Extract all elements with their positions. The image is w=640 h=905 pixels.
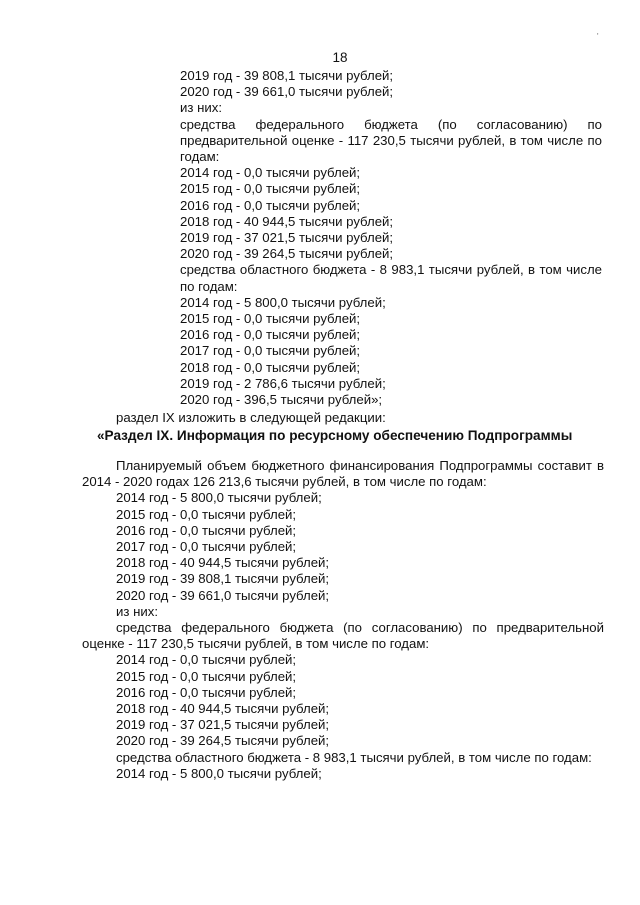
budget-line: из них: <box>180 100 222 116</box>
budget-line: 2016 год - 0,0 тысячи рублей; <box>180 197 361 213</box>
federal-budget-paragraph: средства федерального бюджета (по согласованию) по предварительной оценке - 117 230,5 тысячи рублей, в том числе по годам: <box>180 116 602 165</box>
budget-line: 2019 год - 39 808,1 тысячи рублей; <box>116 571 330 587</box>
year-lines-total-2 <box>82 490 604 620</box>
budget-line: 2014 год - 0,0 тысячи рублей; <box>180 165 361 181</box>
budget-line: 2018 год - 40 944,5 тысячи рублей; <box>180 213 394 229</box>
budget-line: 2017 год - 0,0 тысячи рублей; <box>180 343 361 359</box>
regional-budget-paragraph-2: средства областного бюджета - 8 983,1 тысячи рублей, в том числе по годам: <box>116 749 592 765</box>
budget-line: 2020 год - 396,5 тысячи рублей»; <box>180 392 383 408</box>
year-lines-regional-2 <box>82 766 604 782</box>
section-heading: «Раздел IX. Информация по ресурсному обеспечению Подпрограммы <box>97 428 573 443</box>
budget-line: 2016 год - 0,0 тысячи рублей; <box>116 522 297 538</box>
budget-line: 2017 год - 0,0 тысячи рублей; <box>116 539 297 555</box>
budget-line: 2016 год - 0,0 тысячи рублей; <box>116 684 297 700</box>
budget-line: 2014 год - 5 800,0 тысячи рублей; <box>116 765 322 781</box>
budget-line: 2014 год - 5 800,0 тысячи рублей; <box>180 294 386 310</box>
budget-line: 2015 год - 0,0 тысячи рублей; <box>180 311 361 327</box>
budget-line: 2020 год - 39 661,0 тысячи рублей; <box>116 587 330 603</box>
federal-budget-paragraph-2: средства федерального бюджета (по согласованию) по предварительной оценке - 117 230,5 тысячи рублей, в том числе по годам: <box>82 620 604 652</box>
budget-line: 2015 год - 0,0 тысячи рублей; <box>116 506 297 522</box>
budget-line: 2018 год - 40 944,5 тысячи рублей; <box>116 701 330 717</box>
budget-line: 2020 год - 39 661,0 тысячи рублей; <box>180 84 394 100</box>
year-lines-regional <box>180 295 602 408</box>
budget-line: 2018 год - 0,0 тысячи рублей; <box>180 359 361 375</box>
budget-line: 2015 год - 0,0 тысячи рублей; <box>116 668 297 684</box>
year-lines-federal <box>180 165 602 262</box>
page-number: 18 <box>332 50 348 65</box>
year-lines-federal-2 <box>82 652 604 749</box>
budget-line: 2019 год - 2 786,6 тысячи рублей; <box>180 375 386 391</box>
budget-line: 2016 год - 0,0 тысячи рублей; <box>180 327 361 343</box>
year-lines-total <box>180 68 602 117</box>
budget-line: 2015 год - 0,0 тысячи рублей; <box>180 181 361 197</box>
budget-line: 2014 год - 5 800,0 тысячи рублей; <box>116 490 322 506</box>
intro-paragraph: Планируемый объем бюджетного финансирования Подпрограммы составит в 2014 - 2020 годах 126 213,6 тысячи рублей, в том числе по годам: <box>82 458 604 490</box>
regional-budget-paragraph: средства областного бюджета - 8 983,1 тысячи рублей, в том числе по годам: <box>180 262 602 294</box>
budget-line: 2018 год - 40 944,5 тысячи рублей; <box>116 555 330 571</box>
budget-line: из них: <box>116 603 158 619</box>
budget-line: 2014 год - 0,0 тысячи рублей; <box>116 652 297 668</box>
budget-line: 2019 год - 39 808,1 тысячи рублей; <box>180 68 394 83</box>
budget-line: 2020 год - 39 264,5 тысячи рублей; <box>116 733 330 749</box>
continued-budget-block <box>180 68 602 408</box>
corner-mark: ' <box>597 32 599 41</box>
instruction-line: раздел IX изложить в следующей редакции: <box>116 410 386 425</box>
budget-line: 2020 год - 39 264,5 тысячи рублей; <box>180 246 394 262</box>
budget-line: 2019 год - 37 021,5 тысячи рублей; <box>116 717 330 733</box>
section-ix-block <box>82 458 604 782</box>
budget-line: 2019 год - 37 021,5 тысячи рублей; <box>180 230 394 246</box>
